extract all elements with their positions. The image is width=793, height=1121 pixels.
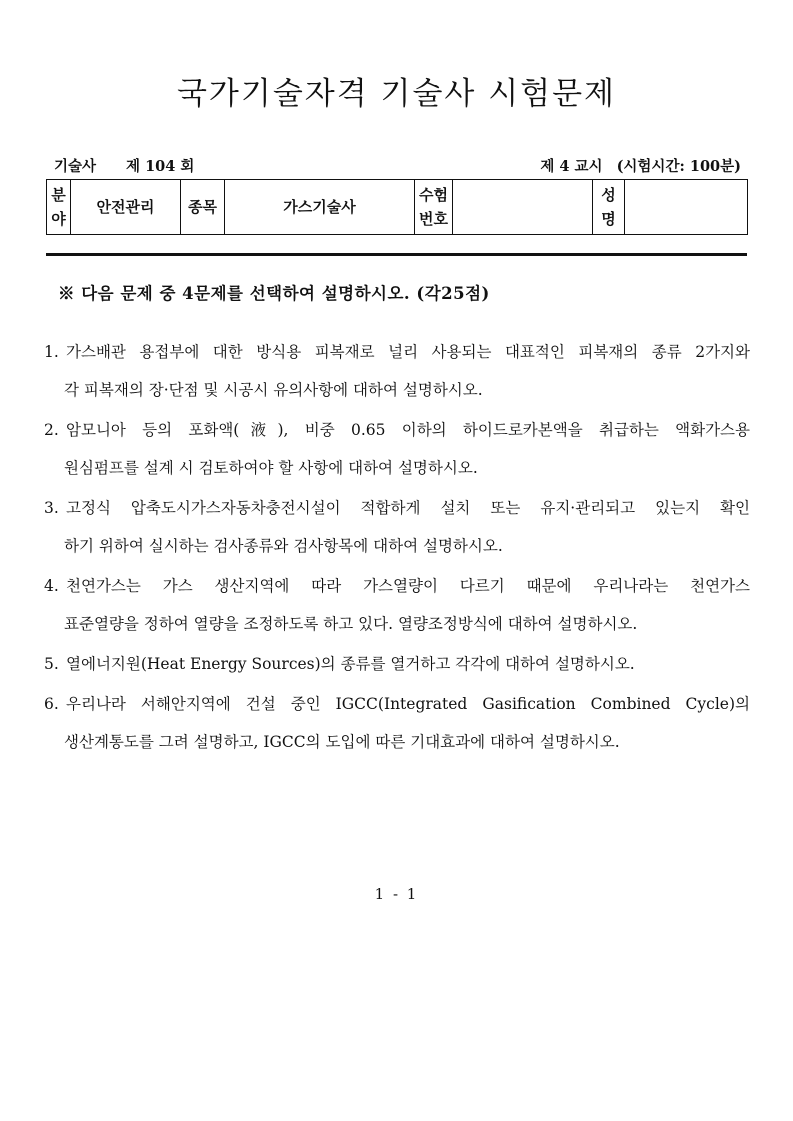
question-text-line2: 표준열량을 정하여 열량을 조정하도록 하고 있다. 열량조정방식에 대하여 설명하시오. bbox=[64, 615, 638, 633]
field-value: 안전관리 bbox=[71, 180, 181, 235]
exam-period: 제 4 교시 bbox=[540, 158, 603, 175]
question-text-line1: 가스배관 용접부에 대한 방식용 피복재로 널리 사용되는 대표적인 피복재의 종류 2가지와 bbox=[66, 343, 750, 361]
question-list bbox=[44, 340, 750, 770]
question-text-line2: 생산계통도를 그려 설명하고, IGCC의 도입에 따른 기대효과에 대하여 설명하시오. bbox=[64, 733, 620, 751]
question-item bbox=[44, 574, 750, 652]
question-text-line1: 열에너지원(Heat Energy Sources)의 종류를 열거하고 각각에 대하여 설명하시오. bbox=[66, 655, 635, 673]
exam-period-time bbox=[540, 155, 741, 177]
exam-info-table bbox=[46, 179, 748, 235]
question-number: 5. bbox=[44, 655, 59, 673]
question-item bbox=[44, 496, 750, 574]
item-label: 종목 bbox=[181, 180, 225, 235]
question-text-line2: 원심펌프를 설계 시 검토하여야 할 사항에 대하여 설명하시오. bbox=[64, 459, 478, 477]
question-item bbox=[44, 692, 750, 770]
header-divider bbox=[46, 253, 747, 256]
instruction-text: ※ 다음 문제 중 4문제를 선택하여 설명하시오. (각25점) bbox=[58, 284, 490, 303]
question-text-line1: 우리나라 서해안지역에 건설 중인 IGCC(Integrated Gasification Combined Cycle)의 bbox=[66, 695, 750, 713]
document-title: 국가기술자격 기술사 시험문제 bbox=[176, 76, 616, 112]
question-number: 6. bbox=[44, 695, 59, 713]
question-text-line1: 천연가스는 가스 생산지역에 따라 가스열량이 다르기 때문에 우리나라는 천연가스 bbox=[66, 577, 750, 595]
question-number: 2. bbox=[44, 421, 59, 439]
item-value: 가스기술사 bbox=[225, 180, 415, 235]
name-label: 성명 bbox=[593, 180, 625, 235]
exam-time: (시험시간: 100분) bbox=[616, 158, 741, 175]
question-text-line1: 암모니아 등의 포화액(液), 비중 0.65 이하의 하이드로카본액을 취급하는 액화가스용 bbox=[66, 421, 750, 439]
question-number: 4. bbox=[44, 577, 59, 595]
question-number: 1. bbox=[44, 343, 59, 361]
question-text-line2: 각 피복재의 장·단점 및 시공시 유의사항에 대하여 설명하시오. bbox=[64, 381, 483, 399]
name-field[interactable] bbox=[625, 180, 748, 235]
exam-session: 제 104 회 bbox=[126, 158, 195, 175]
question-text-line1: 고정식 압축도시가스자동차충전시설이 적합하게 설치 또는 유지·관리되고 있는지 확인 bbox=[66, 499, 750, 517]
question-number: 3. bbox=[44, 499, 59, 517]
page-number: 1 - 1 bbox=[374, 885, 419, 903]
exam-category-session bbox=[54, 155, 194, 177]
exam-category: 기술사 bbox=[54, 158, 97, 175]
exam-number-label: 수험번호 bbox=[415, 180, 453, 235]
field-label: 분야 bbox=[47, 180, 71, 235]
question-item bbox=[44, 652, 750, 692]
question-text-line2: 하기 위하여 실시하는 검사종류와 검사항목에 대하여 설명하시오. bbox=[64, 537, 503, 555]
question-item bbox=[44, 418, 750, 496]
question-item bbox=[44, 340, 750, 418]
exam-number-field[interactable] bbox=[453, 180, 593, 235]
